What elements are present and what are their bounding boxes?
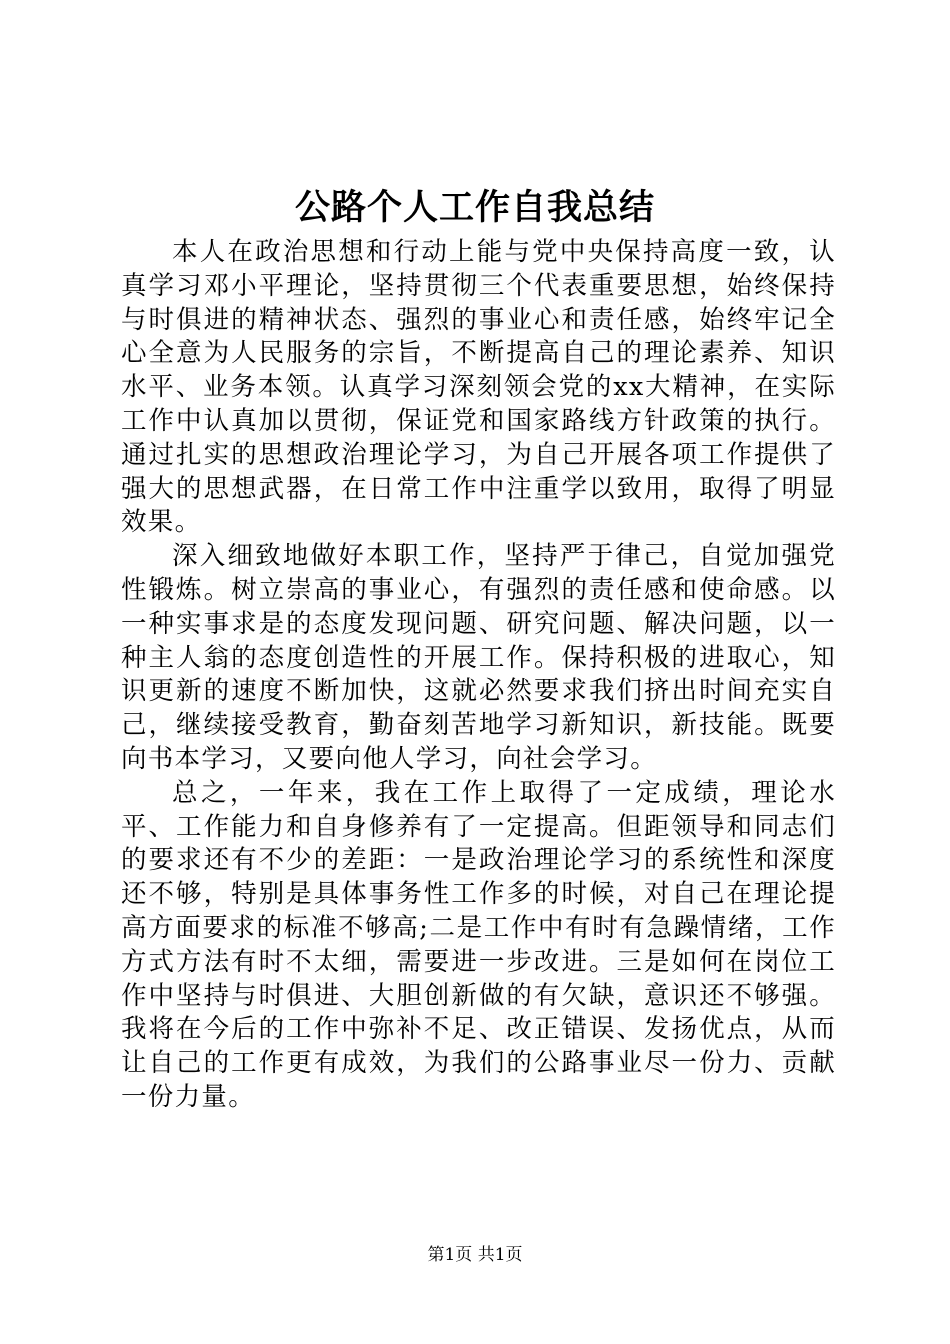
document-body: [121, 236, 836, 1115]
paragraph-1: 本人在政治思想和行动上能与党中央保持高度一致，认真学习邓小平理论，坚持贯彻三个代表重要思想，始终保持与时俱进的精神状态、强烈的事业心和责任感，始终牢记全心全意为人民服务的宗旨，不断提高自己的理论素养、知识水平、业务本领。认真学习深刻领会党的xx大精神，在实际工作中认真加以贯彻，保证党和国家路线方针政策的执行。通过扎实的思想政治理论学习，为自己开展各项工作提供了强大的思想武器，在日常工作中注重学以致用，取得了明显效果。: [121, 237, 836, 538]
page-title: 公路个人工作自我总结: [294, 187, 655, 228]
page-number-footer: 第1页 共1页: [427, 1245, 523, 1265]
paragraph-3: 总之，一年来，我在工作上取得了一定成绩，理论水平、工作能力和自身修养有了一定提高。但距领导和同志们的要求还有不少的差距：一是政治理论学习的系统性和深度还不够，特别是具体事务性工作多的时候，对自己在理论提高方面要求的标准不够高;二是工作中有时有急躁情绪，工作方式方法有时不太细，需要进一步改进。三是如何在岗位工作中坚持与时俱进、大胆创新做的有欠缺，意识还不够强。我将在今后的工作中弥补不足、改正错误、发扬优点，从而让自己的工作更有成效，为我们的公路事业尽一份力、贡献一份力量。: [121, 777, 836, 1112]
paragraph-2: 深入细致地做好本职工作，坚持严于律己，自觉加强党性锻炼。树立崇高的事业心，有强烈的责任感和使命感。以一种实事求是的态度发现问题、研究问题、解决问题，以一种主人翁的态度创造性的开展工作。保持积极的进取心，知识更新的速度不断加快，这就必然要求我们挤出时间充实自己，继续接受教育，勤奋刻苦地学习新知识，新技能。既要向书本学习，又要向他人学习，向社会学习。: [121, 541, 836, 774]
